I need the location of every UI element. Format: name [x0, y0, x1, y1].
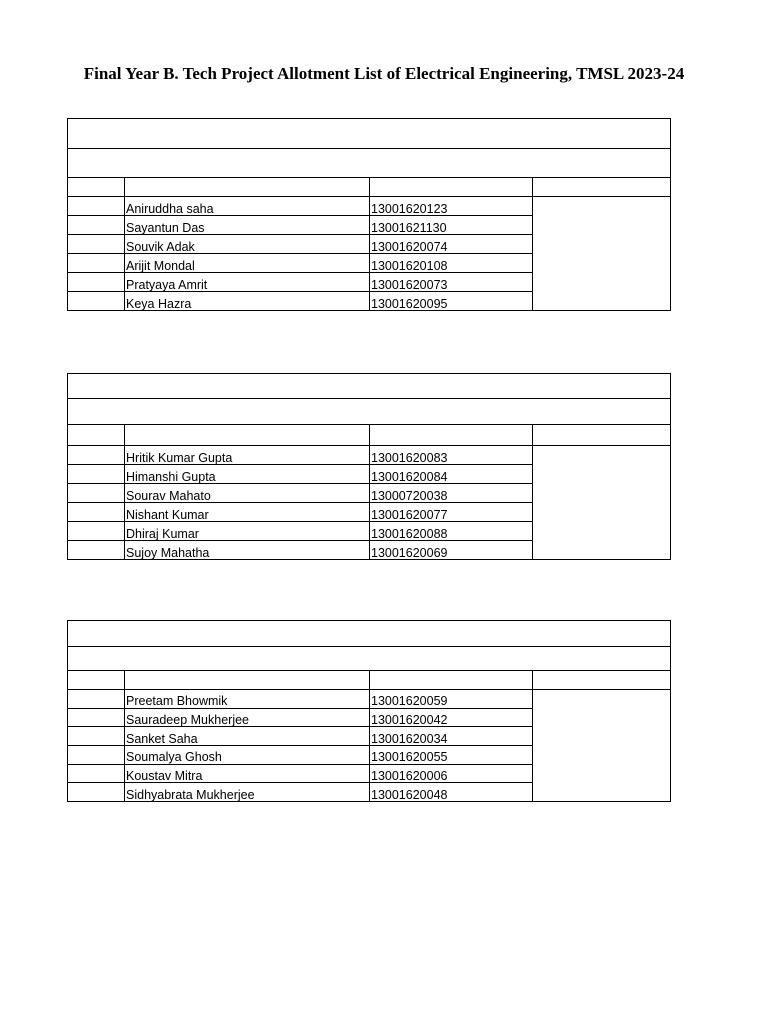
column-header-row	[68, 425, 671, 446]
student-name-cell: Sidhyabrata Mukherjee	[125, 783, 370, 802]
student-name-cell: Souvik Adak	[125, 235, 370, 254]
student-name-cell: Nishant Kumar	[125, 503, 370, 522]
group-header-cell	[68, 374, 671, 399]
roll-number-cell: 13001620077	[370, 503, 533, 522]
serial-cell	[68, 708, 125, 727]
serial-cell	[68, 522, 125, 541]
serial-cell	[68, 783, 125, 802]
roll-number-cell: 13001620084	[370, 465, 533, 484]
student-name-cell: Sauradeep Mukherjee	[125, 708, 370, 727]
document-title: Final Year B. Tech Project Allotment List of Electrical Engineering, TMSL 2023-24	[83, 64, 685, 83]
serial-cell	[68, 541, 125, 560]
group-subheader-cell	[68, 149, 671, 178]
serial-cell	[68, 465, 125, 484]
roll-number-cell: 13001621130	[370, 216, 533, 235]
serial-cell	[68, 254, 125, 273]
serial-cell	[68, 446, 125, 465]
column-header-row	[68, 178, 671, 197]
guide-cell	[533, 690, 671, 802]
table-row	[68, 446, 671, 465]
roll-number-cell: 13001620123	[370, 197, 533, 216]
column-header-cell	[68, 178, 125, 197]
column-header-row	[68, 671, 671, 690]
guide-cell	[533, 446, 671, 560]
guide-cell	[533, 197, 671, 311]
column-header-cell	[533, 671, 671, 690]
group-header-cell	[68, 119, 671, 149]
serial-cell	[68, 484, 125, 503]
group-subheader-cell	[68, 399, 671, 425]
roll-number-cell: 13001620006	[370, 764, 533, 783]
student-name-cell: Himanshi Gupta	[125, 465, 370, 484]
table-row	[68, 197, 671, 216]
serial-cell	[68, 292, 125, 311]
column-header-cell	[68, 425, 125, 446]
group-header-cell	[68, 621, 671, 647]
roll-number-cell: 13001620074	[370, 235, 533, 254]
roll-number-cell: 13001620048	[370, 783, 533, 802]
table-row	[68, 690, 671, 709]
student-name-cell: Koustav Mitra	[125, 764, 370, 783]
student-name-cell: Pratyaya Amrit	[125, 273, 370, 292]
serial-cell	[68, 216, 125, 235]
serial-cell	[68, 197, 125, 216]
roll-number-cell: 13000720038	[370, 484, 533, 503]
student-name-cell: Sujoy Mahatha	[125, 541, 370, 560]
column-header-cell	[125, 178, 370, 197]
student-name-cell: Keya Hazra	[125, 292, 370, 311]
student-name-cell: Arijit Mondal	[125, 254, 370, 273]
student-name-cell: Sourav Mahato	[125, 484, 370, 503]
student-name-cell: Sanket Saha	[125, 727, 370, 746]
serial-cell	[68, 746, 125, 765]
project-group-table	[67, 620, 670, 802]
student-name-cell: Dhiraj Kumar	[125, 522, 370, 541]
allotment-table	[67, 620, 671, 802]
student-name-cell: Hritik Kumar Gupta	[125, 446, 370, 465]
column-header-cell	[125, 671, 370, 690]
column-header-cell	[125, 425, 370, 446]
group-subheader-cell	[68, 647, 671, 671]
student-name-cell: Aniruddha saha	[125, 197, 370, 216]
roll-number-cell: 13001620034	[370, 727, 533, 746]
serial-cell	[68, 235, 125, 254]
roll-number-cell: 13001620069	[370, 541, 533, 560]
roll-number-cell: 13001620073	[370, 273, 533, 292]
column-header-cell	[370, 178, 533, 197]
column-header-cell	[533, 178, 671, 197]
column-header-cell	[68, 671, 125, 690]
roll-number-cell: 13001620042	[370, 708, 533, 727]
roll-number-cell: 13001620059	[370, 690, 533, 709]
student-name-cell: Sayantun Das	[125, 216, 370, 235]
serial-cell	[68, 727, 125, 746]
project-group-table	[67, 373, 670, 560]
serial-cell	[68, 764, 125, 783]
column-header-cell	[533, 425, 671, 446]
student-name-cell: Preetam Bhowmik	[125, 690, 370, 709]
roll-number-cell: 13001620108	[370, 254, 533, 273]
column-header-cell	[370, 425, 533, 446]
serial-cell	[68, 690, 125, 709]
roll-number-cell: 13001620083	[370, 446, 533, 465]
serial-cell	[68, 273, 125, 292]
column-header-cell	[370, 671, 533, 690]
serial-cell	[68, 503, 125, 522]
allotment-table	[67, 373, 671, 560]
roll-number-cell: 13001620055	[370, 746, 533, 765]
allotment-table	[67, 118, 671, 311]
student-name-cell: Soumalya Ghosh	[125, 746, 370, 765]
roll-number-cell: 13001620095	[370, 292, 533, 311]
roll-number-cell: 13001620088	[370, 522, 533, 541]
project-group-table	[67, 118, 670, 311]
